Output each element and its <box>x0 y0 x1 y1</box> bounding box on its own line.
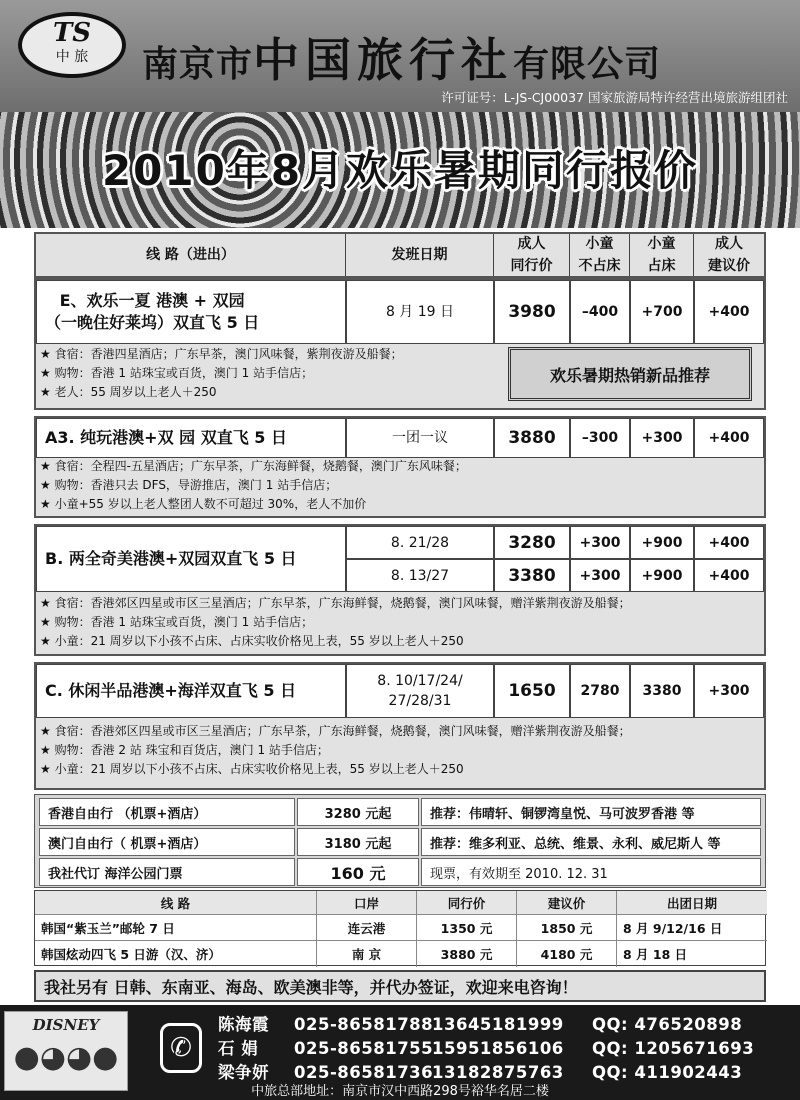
korea-peer-price: 3880 元 <box>417 941 517 967</box>
hot-recommend-banner: 欢乐暑期热销新品推荐 <box>508 347 752 401</box>
contact-mobile: 13182875763 <box>432 1063 564 1082</box>
price-table-header <box>34 232 766 278</box>
company-city: 南京市 <box>142 44 254 85</box>
korea-date: 8 月 9/12/16 日 <box>617 915 767 941</box>
korea-tour-table <box>34 890 766 966</box>
adult-suggest-price: +400 <box>694 280 764 344</box>
korea-suggest-price: 4180 元 <box>517 941 617 967</box>
child-bed-price: +300 <box>630 418 694 458</box>
korea-head-port: 口岸 <box>317 891 417 915</box>
adult-price: 3280 <box>494 526 570 559</box>
company-logo <box>18 12 126 78</box>
telephone-icon: ✆ <box>160 1023 202 1073</box>
logo-zhonglv: 中 旅 <box>55 49 89 65</box>
adult-suggest-price: +400 <box>694 559 764 592</box>
free-travel-note: 推荐：维多利亚、总统、维景、永利、威尼斯人 等 <box>421 828 761 856</box>
note-line: ★ 购物：香港 1 站珠宝或百货，澳门 1 站手信店； <box>40 615 314 629</box>
free-travel-table <box>34 794 766 888</box>
tour-notes <box>40 457 467 514</box>
korea-suggest-price: 1850 元 <box>517 915 617 941</box>
child-nobed-price: +300 <box>570 559 630 592</box>
mickey-icon: ●◕◕● <box>13 1040 119 1075</box>
note-line: ★ 食宿：香港郊区四星或市区三星酒店；广东早茶，广东海鲜餐，烧鹅餐，澳门风味餐，赠洋紫荆夜游及船餐； <box>40 596 631 610</box>
child-bed-price: 3380 <box>630 664 694 718</box>
child-nobed-price: –300 <box>570 418 630 458</box>
adult-price: 3880 <box>494 418 570 458</box>
tour-date: 8. 21/28 <box>346 526 494 559</box>
adult-suggest-price: +400 <box>694 526 764 559</box>
child-nobed-price: –400 <box>570 280 630 344</box>
adult-price: 1650 <box>494 664 570 718</box>
korea-date: 8 月 18 日 <box>623 947 688 962</box>
free-travel-price: 3180 元起 <box>297 828 419 856</box>
header-bar <box>0 0 800 112</box>
tour-date: 8. 13/27 <box>346 559 494 592</box>
contact-row <box>218 1011 742 1035</box>
contact-mobile: 13645181999 <box>432 1015 564 1034</box>
note-line: ★ 食宿：香港四星酒店；广东早茶，澳门风味餐，紫荆夜游及船餐； <box>40 347 403 361</box>
logo-ts: TS <box>52 18 92 48</box>
tour-notes <box>40 722 631 779</box>
free-travel-name: 香港自由行 （机票+酒店） <box>39 798 295 826</box>
company-main-name: 中国旅行社 <box>253 33 514 87</box>
free-travel-note: 推荐：伟晴轩、铜锣湾皇悦、马可波罗香港 等 <box>421 798 761 826</box>
col-adult-suggest: 成人 建议价 <box>694 234 764 276</box>
note-line: ★ 小童：21 周岁以下小孩不占床、占床实收价格见上表，55 岁以上老人＋250 <box>40 762 464 776</box>
korea-port: 连云港 <box>317 915 417 941</box>
tour-name: E、欢乐一夏 港澳 + 双园 （一晚住好莱坞）双直飞 5 日 <box>36 280 346 344</box>
tour-notes <box>40 345 403 402</box>
adult-suggest-price: +400 <box>694 418 764 458</box>
child-bed-price: +900 <box>630 526 694 559</box>
tour-notes <box>40 594 631 651</box>
contact-name: 陈海霞 <box>218 1015 269 1034</box>
col-child-bed: 小童 占床 <box>630 234 694 276</box>
note-line: ★ 小童+55 岁以上老人整团人数不可超过 30%，老人不加价 <box>40 497 367 511</box>
free-travel-price: 3280 元起 <box>297 798 419 826</box>
contact-name: 石 娟 <box>218 1039 259 1058</box>
free-travel-name: 我社代订 海洋公园门票 <box>39 858 295 886</box>
banner-title: 2010年8月欢乐暑期同行报价 <box>101 146 699 195</box>
license-text: 许可证号：L-JS-CJ00037 国家旅游局特许经营出境旅游组团社 <box>441 90 788 105</box>
korea-port: 南 京 <box>317 941 417 967</box>
contact-tel: 025-86581755 <box>294 1039 434 1058</box>
contact-row <box>218 1035 754 1059</box>
child-nobed-price: +300 <box>570 526 630 559</box>
col-adult-price: 成人 同行价 <box>494 234 570 276</box>
note-line: ★ 购物：香港只去 DFS，导游推店，澳门 1 站手信店； <box>40 478 338 492</box>
col-date: 发班日期 <box>346 234 494 276</box>
child-nobed-price: 2780 <box>570 664 630 718</box>
col-route: 线 路（进出） <box>36 234 346 276</box>
note-line: ★ 购物：香港 1 站珠宝或百货，澳门 1 站手信店； <box>40 366 314 380</box>
contact-mobile: 15951856106 <box>432 1039 564 1058</box>
free-travel-price: 160 元 <box>297 858 419 886</box>
contact-tel: 025-86581788 <box>294 1015 434 1034</box>
tour-name: B. 两全奇美港澳+双园双直飞 5 日 <box>36 526 346 592</box>
contact-qq: QQ: 1205671693 <box>592 1039 755 1058</box>
disney-logo-text: DISNEY <box>32 1016 100 1034</box>
note-line: ★ 小童：21 周岁以下小孩不占床、占床实收价格见上表，55 岁以上老人＋250 <box>40 634 464 648</box>
col-child-nobed: 小童 不占床 <box>570 234 630 276</box>
tour-name: C. 休闲半品港澳+海洋双直飞 5 日 <box>36 664 346 718</box>
child-bed-price: +900 <box>630 559 694 592</box>
note-line: ★ 购物：香港 2 站 珠宝和百货店，澳门 1 站手信店； <box>40 743 329 757</box>
hq-address: 中旅总部地址：南京市汉中西路298号裕华名居二楼 <box>251 1084 549 1099</box>
contact-tel: 025-86581736 <box>294 1063 434 1082</box>
contact-name: 梁争妍 <box>218 1063 269 1082</box>
korea-route: 韩国炫动四飞 5 日游（汉、济） <box>35 941 317 967</box>
contact-qq: QQ: 411902443 <box>592 1063 743 1082</box>
tour-date: 一团一议 <box>346 418 494 458</box>
child-bed-price: +700 <box>630 280 694 344</box>
korea-head-date: 出团日期 <box>617 891 767 915</box>
korea-route: 韩国“紫玉兰”邮轮 7 日 <box>35 915 317 941</box>
adult-price: 3380 <box>494 559 570 592</box>
contact-qq: QQ: 476520898 <box>592 1015 743 1034</box>
note-line: ★ 食宿：全程四-五星酒店；广东早茶，广东海鲜餐，烧鹅餐，澳门广东风味餐； <box>40 459 467 473</box>
disney-cartoon-image <box>4 1011 128 1091</box>
korea-head-suggest-price: 建议价 <box>517 891 617 915</box>
company-name <box>142 24 661 90</box>
free-travel-note: 现票，有效期至 2010. 12. 31 <box>421 858 761 886</box>
other-services-notice: 我社另有 日韩、东南亚、海岛、欧美澳非等，并代办签证，欢迎来电咨询！ <box>34 970 766 1002</box>
free-travel-name: 澳门自由行（ 机票+酒店） <box>39 828 295 856</box>
korea-peer-price: 1350 元 <box>417 915 517 941</box>
note-line: ★ 老人：55 周岁以上老人＋250 <box>40 385 217 399</box>
korea-head-peer-price: 同行价 <box>417 891 517 915</box>
company-suffix: 有限公司 <box>513 44 662 85</box>
adult-suggest-price: +300 <box>694 664 764 718</box>
korea-head-route: 线 路 <box>35 891 317 915</box>
note-line: ★ 食宿：香港郊区四星或市区三星酒店；广东早茶，广东海鲜餐，烧鹅餐，澳门风味餐，赠洋紫荆夜游及船餐； <box>40 724 631 738</box>
adult-price: 3980 <box>494 280 570 344</box>
tour-date: 8. 10/17/24/ 27/28/31 <box>346 664 494 718</box>
tour-name: A3. 纯玩港澳+双 园 双直飞 5 日 <box>36 418 346 458</box>
tour-date: 8 月 19 日 <box>346 280 494 344</box>
